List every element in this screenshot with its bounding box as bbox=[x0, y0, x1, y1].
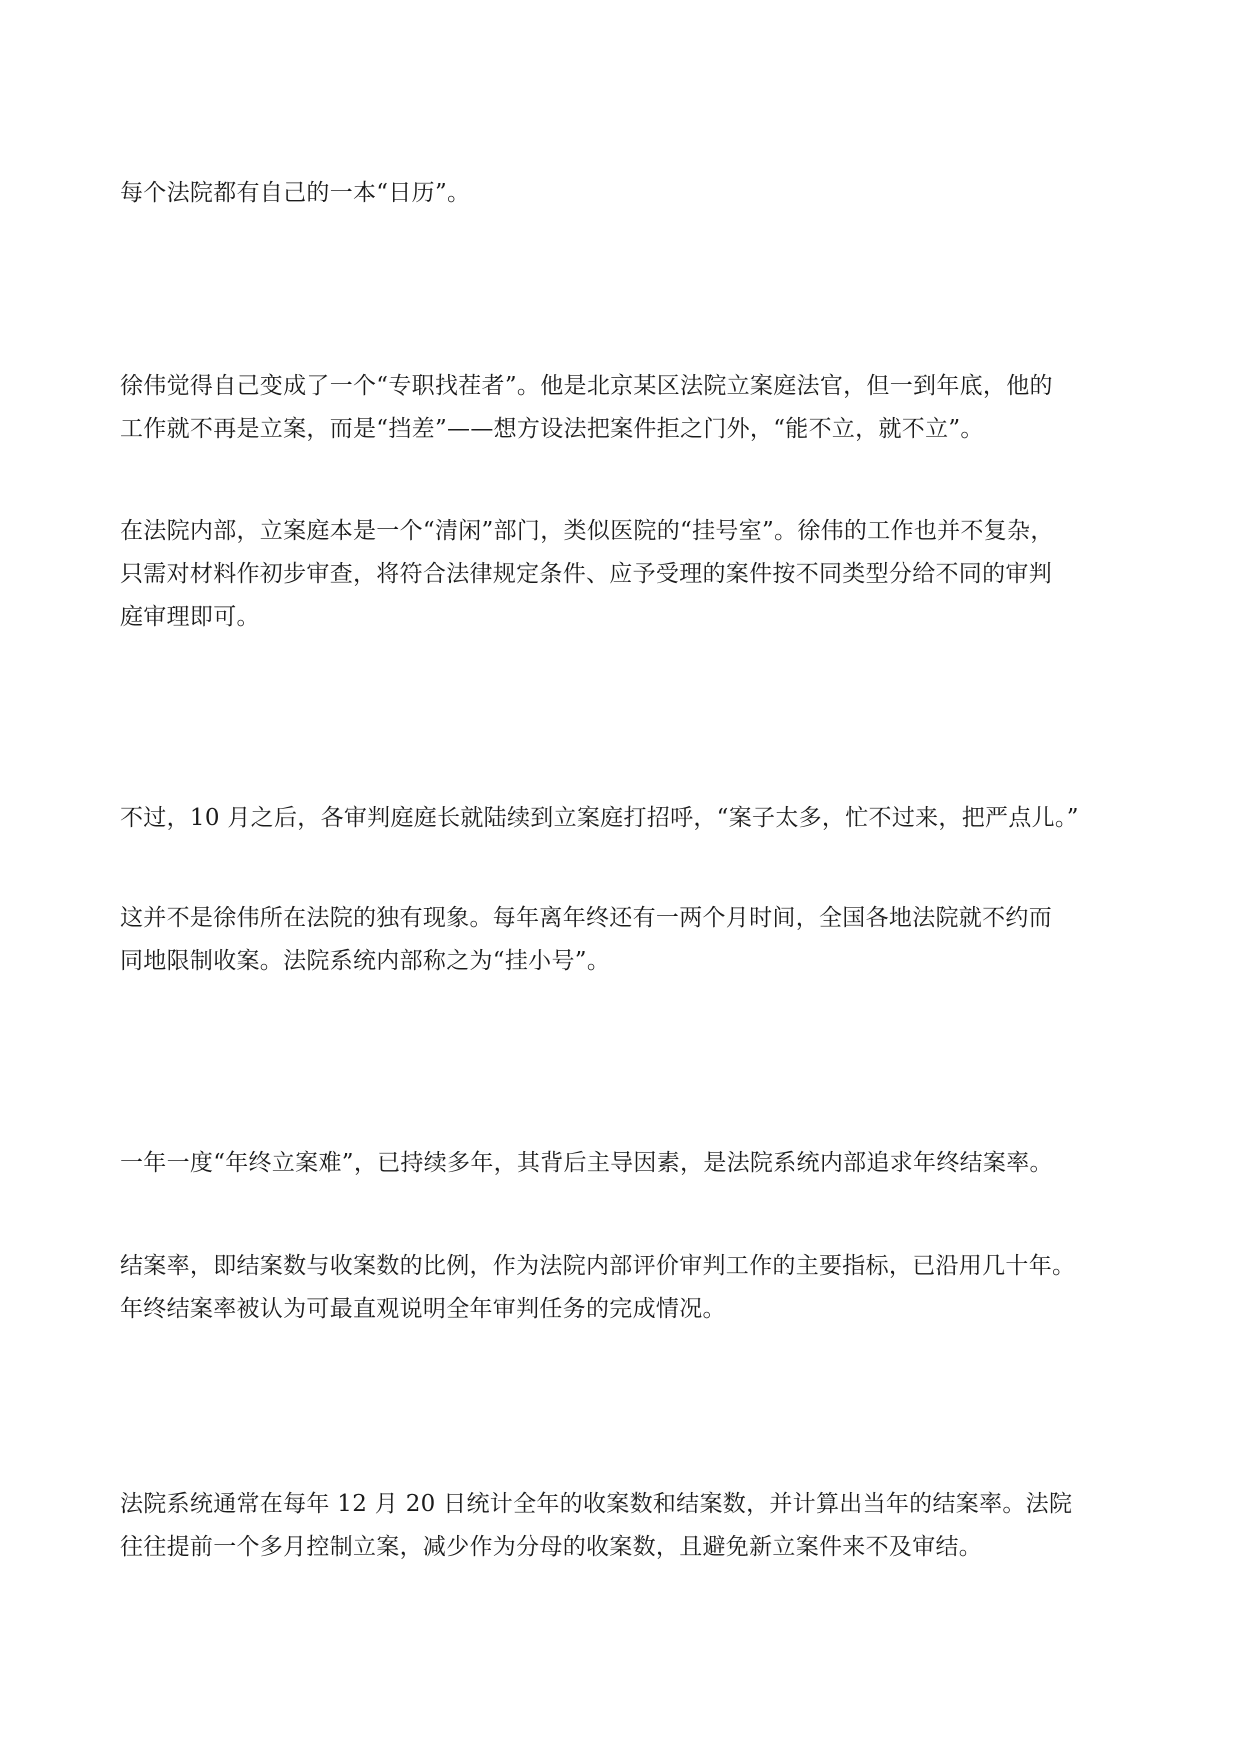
paragraph-4 bbox=[120, 797, 1120, 840]
paragraph-1 bbox=[120, 172, 1120, 215]
paragraph-6 bbox=[120, 1142, 1120, 1185]
text-line: 结案率，即结案数与收案数的比例，作为法院内部评价审判工作的主要指标，已沿用几十年。 bbox=[120, 1253, 1076, 1279]
paragraph-2 bbox=[120, 365, 1120, 451]
text-line: 一年一度“年终立案难”，已持续多年，其背后主导因素，是法院系统内部追求年终结案率。 bbox=[120, 1150, 1053, 1176]
text-line: 同地限制收案。法院系统内部称之为“挂小号”。 bbox=[120, 948, 611, 974]
text-line: 徐伟觉得自己变成了一个“专职找茬者”。他是北京某区法院立案庭法官，但一到年底，他的 bbox=[120, 373, 1053, 399]
text-line: 庭审理即可。 bbox=[120, 604, 260, 630]
text-line: 在法院内部，立案庭本是一个“清闲”部门，类似医院的“挂号室”。徐伟的工作也并不复杂， bbox=[120, 518, 1054, 544]
text-line: 年终结案率被认为可最直观说明全年审判任务的完成情况。 bbox=[120, 1296, 726, 1322]
text-line: 只需对材料作初步审查，将符合法律规定条件、应予受理的案件按不同类型分给不同的审判 bbox=[120, 561, 1052, 587]
paragraph-8 bbox=[120, 1483, 1120, 1569]
text-line: 往往提前一个多月控制立案，减少作为分母的收案数，且避免新立案件来不及审结。 bbox=[120, 1534, 983, 1560]
paragraph-5 bbox=[120, 897, 1120, 983]
text-line: 每个法院都有自己的一本“日历”。 bbox=[120, 180, 471, 206]
paragraph-3 bbox=[120, 510, 1120, 639]
text-line: 这并不是徐伟所在法院的独有现象。每年离年终还有一两个月时间，全国各地法院就不约而 bbox=[120, 905, 1052, 931]
text-line: 工作就不再是立案，而是“挡差”——想方设法把案件拒之门外，“能不立，就不立”。 bbox=[120, 416, 984, 442]
paragraph-7 bbox=[120, 1245, 1120, 1331]
text-line: 法院系统通常在每年 12 月 20 日统计全年的收案数和结案数，并计算出当年的结案率。法院 bbox=[120, 1491, 1073, 1517]
text-line: 不过，10 月之后，各审判庭庭长就陆续到立案庭打招呼，“案子太多，忙不过来，把严点儿。” bbox=[120, 805, 1079, 831]
